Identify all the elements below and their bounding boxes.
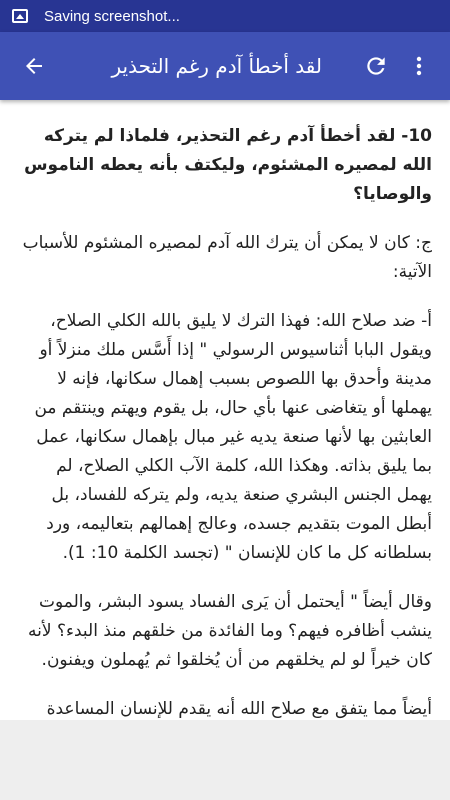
- more-vert-icon: [407, 54, 431, 78]
- back-button[interactable]: [16, 48, 52, 84]
- question-heading: 10- لقد أخطأ آدم رغم التحذير، فلماذا لم يتركه الله لمصيره المشئوم، وليكتف بأنه يعطه الناموس والوصايا؟: [24, 126, 432, 204]
- status-bar: [0, 0, 450, 32]
- image-notification-icon: [12, 9, 28, 23]
- page-title: لقد أخطأ آدم رغم التحذير: [111, 54, 322, 78]
- refresh-button[interactable]: [358, 48, 394, 84]
- more-options-button[interactable]: [404, 48, 434, 84]
- bottom-panel: [0, 720, 450, 800]
- partial-paragraph: أيضاً مما يتفق مع صلاح الله أنه يقدم للإنسان المساعدة: [46, 699, 432, 719]
- article-content[interactable]: [0, 100, 450, 720]
- app-bar: [0, 32, 450, 100]
- status-text: Saving screenshot...: [44, 7, 180, 25]
- point-a-paragraph: أ- ضد صلاح الله: فهذا الترك لا يليق بالله الكلي الصلاح، ويقول البابا أثناسيوس الرسولي " إذا أَسَّس ملك منزلاً أو مدينة وأحدق بها اللصوص بسبب إهمال سكانها، فإنه لا يهملها أو يتغاضى عنها بأي حال، بل يقوم ويهتم وينتقم من العابثين بها لأنها صنعة يديه غير مبال بإهمال سكانها، عمل بما يليق بذاته. وهكذا الله، كلمة الآب الكلي الصلاح، لم يهمل الجنس البشري صنعة يديه، ولم يتركه للفساد، بل أبطل الموت بتقديم جسده، وعالج إهمالهم بتعاليمه، ورد بسلطانه كل ما كان للإنسان " (تجسد الكلمة 10: 1).: [34, 311, 432, 563]
- arrow-left-icon: [22, 54, 46, 78]
- quote-paragraph: وقال أيضاً " أيحتمل أن يَرى الفساد يسود البشر، والموت ينشب أظافره فيهم؟ وما الفائدة من خلقهم منذ البدء؟ لأنه كان خيراً لو لم يخلقهم من أن يُخلقوا ثم يُهملون ويفنون.: [28, 592, 432, 670]
- answer-intro: ج: كان لا يمكن أن يترك الله آدم لمصيره المشئوم للأسباب الآتية:: [22, 233, 432, 282]
- refresh-icon: [363, 53, 389, 79]
